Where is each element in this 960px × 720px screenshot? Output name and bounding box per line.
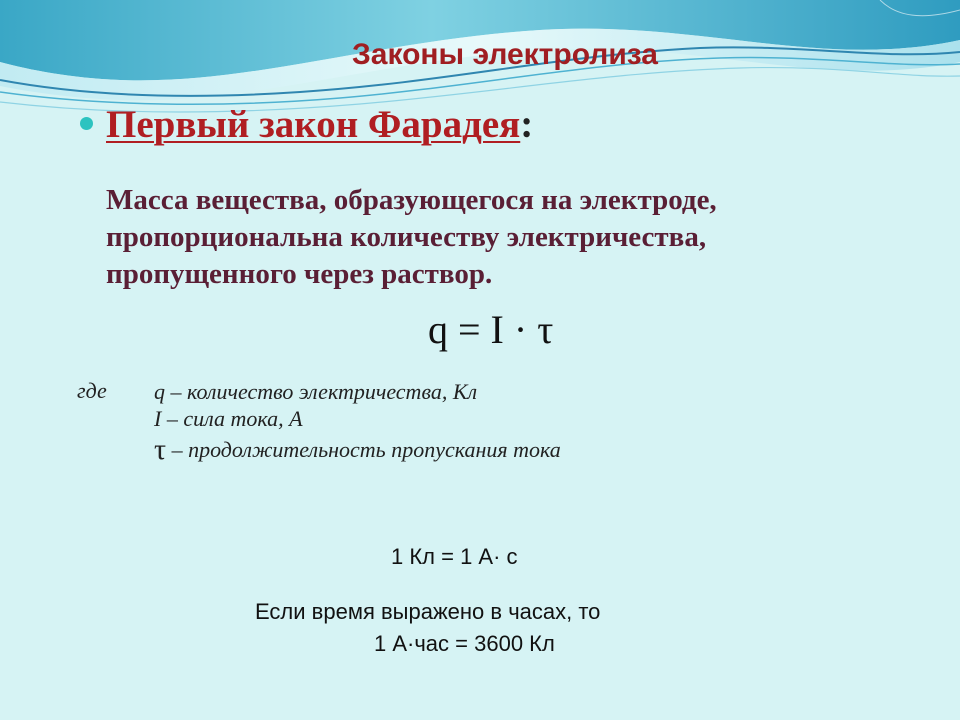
statement-line: пропущенного через раствор. <box>106 258 493 290</box>
coulomb-relation: 1 Кл = 1 А· с <box>391 544 518 569</box>
definition-q: q – количество электричества, Кл <box>154 379 478 404</box>
law-heading-colon: : <box>520 103 534 146</box>
ampere-hour-relation: 1 А·час = 3600 Кл <box>374 631 555 656</box>
faraday-formula: q = I · τ <box>428 307 554 352</box>
slide-title: Законы электролиза <box>352 38 658 71</box>
law-statement <box>106 182 926 293</box>
law-heading-text: Первый закон Фарадея <box>106 103 521 146</box>
variable-definitions <box>154 378 561 466</box>
definition-tau <box>154 433 561 466</box>
hours-note: Если время выражено в часах, то <box>255 599 601 624</box>
bullet-dot-icon <box>80 117 93 130</box>
statement-line: Масса вещества, образующегося на электроде, <box>106 184 717 216</box>
definition-i: I – сила тока, А <box>154 406 303 431</box>
statement-line: пропорциональна количеству электричества, <box>106 221 707 253</box>
law-heading <box>106 102 533 147</box>
tau-symbol: τ <box>154 433 167 466</box>
where-label: где <box>77 378 107 403</box>
tau-description: – продолжительность пропускания тока <box>166 437 561 462</box>
